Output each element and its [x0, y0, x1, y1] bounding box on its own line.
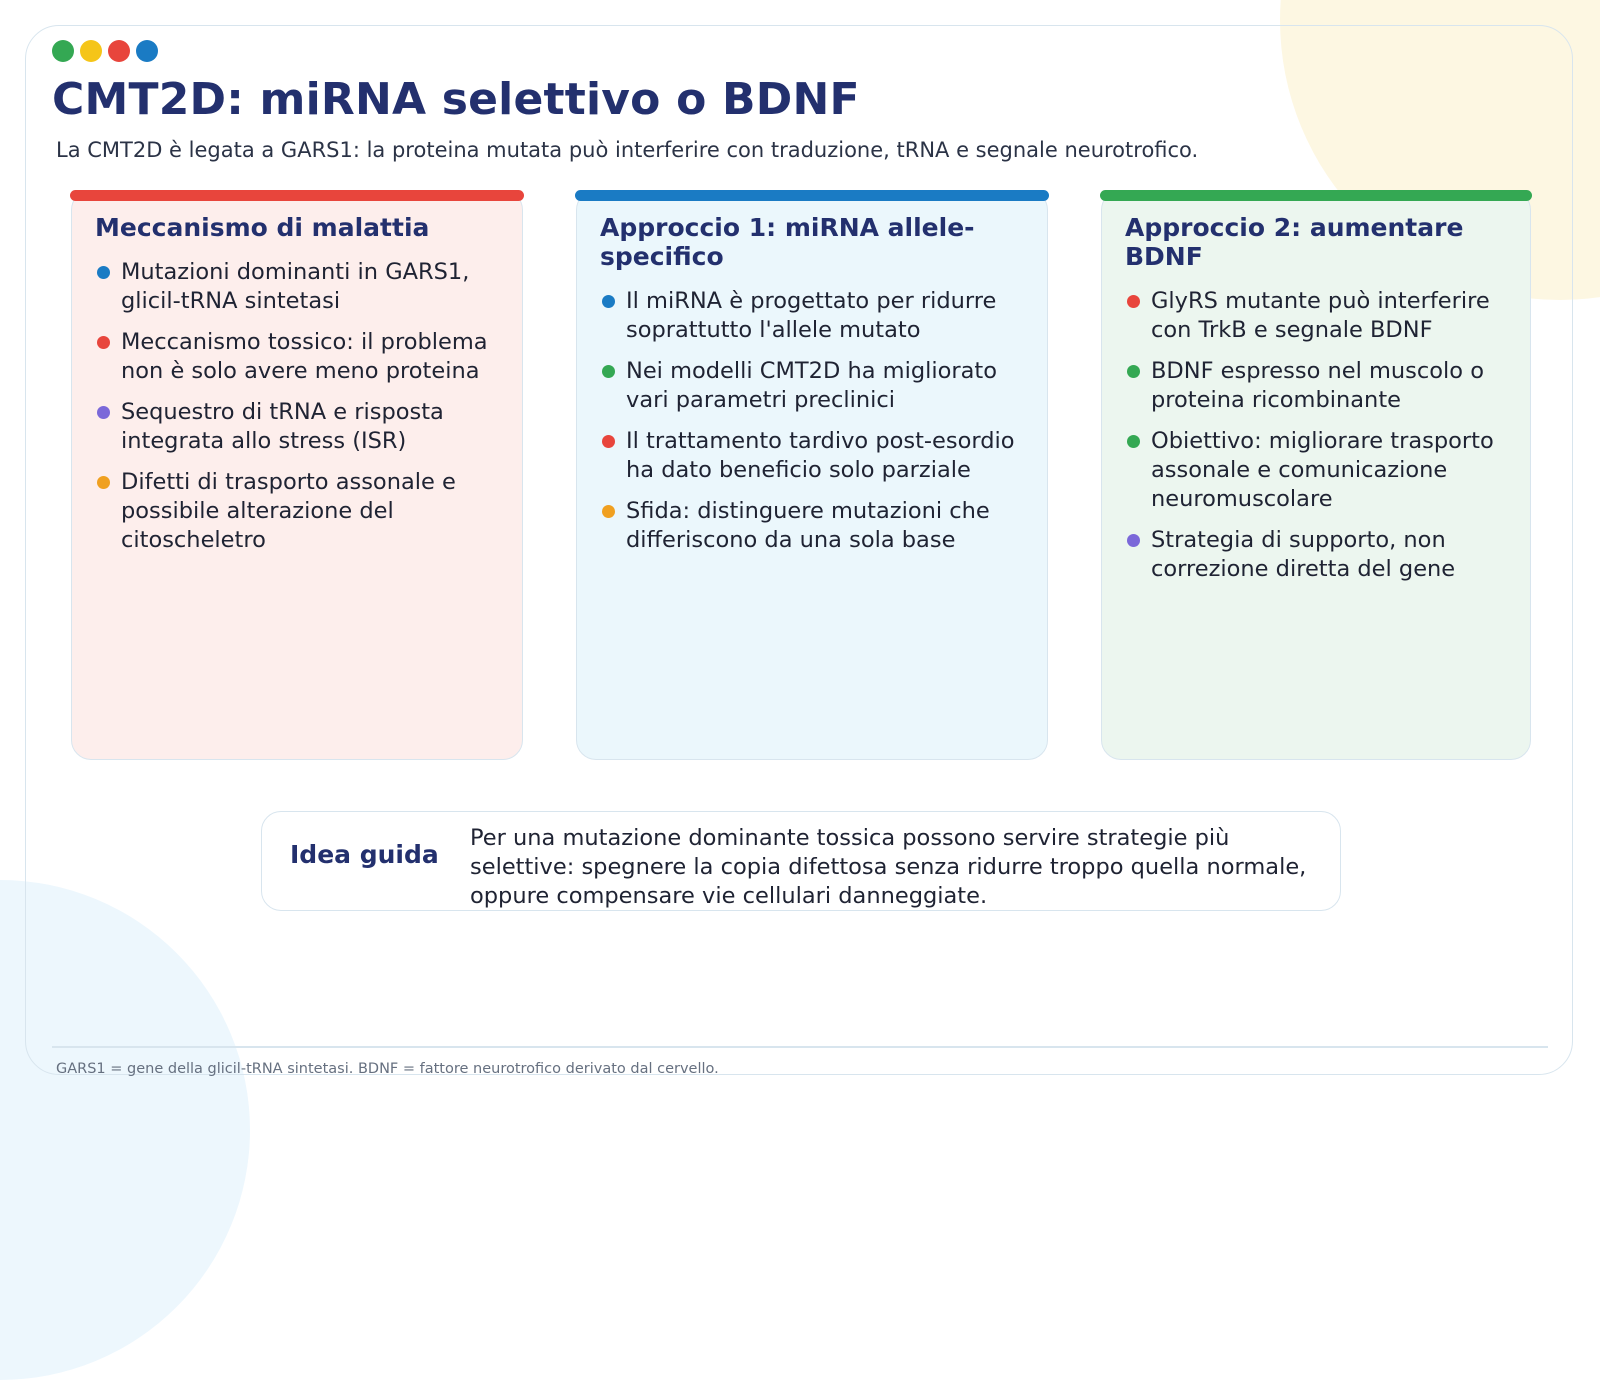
- list-item: Nei modelli CMT2D ha migliorato vari parametri preclinici: [600, 357, 1025, 415]
- card-accent-bar: [575, 190, 1049, 201]
- footer-divider: [52, 1046, 1548, 1048]
- dot-yellow: [80, 40, 102, 62]
- guide-label: Idea guida: [290, 840, 439, 869]
- bullet-icon: [602, 365, 615, 378]
- bullet-icon: [97, 266, 110, 279]
- dot-green: [52, 40, 74, 62]
- list-item: Mutazioni dominanti in GARS1, glicil-tRNA sintetasi: [95, 258, 500, 316]
- list-item: Strategia di supporto, non correzione diretta del gene: [1125, 526, 1508, 584]
- bullet-icon: [1127, 365, 1140, 378]
- dot-blue: [136, 40, 158, 62]
- bullet-icon: [602, 505, 615, 518]
- card-list: [95, 258, 500, 555]
- page-subtitle: La CMT2D è legata a GARS1: la proteina mutata può interferire con traduzione, tRNA e segnale neurotrofico.: [56, 138, 1199, 162]
- bullet-icon: [1127, 534, 1140, 547]
- list-item: Il trattamento tardivo post-esordio ha dato beneficio solo parziale: [600, 427, 1025, 485]
- list-item: GlyRS mutante può interferire con TrkB e segnale BDNF: [1125, 287, 1508, 345]
- card-title: Meccanismo di malattia: [95, 213, 430, 242]
- list-item: Meccanismo tossico: il problema non è solo avere meno proteina: [95, 328, 500, 386]
- bullet-icon: [1127, 295, 1140, 308]
- card-list: [1125, 287, 1508, 584]
- bullet-icon: [97, 336, 110, 349]
- bullet-icon: [97, 406, 110, 419]
- guide-box: [261, 811, 1341, 911]
- guide-text: Per una mutazione dominante tossica possono servire strategie più selettive: spegnere la copia difettosa senza ridurre troppo quella normale, oppure compensare vie cellulari danneggiate.: [470, 825, 1307, 909]
- list-item: Sequestro di tRNA e risposta integrata allo stress (ISR): [95, 398, 500, 456]
- bullet-icon: [1127, 435, 1140, 448]
- card-approach-mirna: [576, 190, 1048, 760]
- bullet-icon: [602, 295, 615, 308]
- list-item: Il miRNA è progettato per ridurre soprattutto l'allele mutato: [600, 287, 1025, 345]
- page-title: CMT2D: miRNA selettivo o BDNF: [52, 74, 860, 125]
- card-mechanism: [71, 190, 523, 760]
- list-item: BDNF espresso nel muscolo o proteina ricombinante: [1125, 357, 1508, 415]
- card-accent-bar: [70, 190, 524, 201]
- dot-red: [108, 40, 130, 62]
- list-item: Obiettivo: migliorare trasporto assonale e comunicazione neuromuscolare: [1125, 427, 1508, 514]
- bullet-icon: [602, 435, 615, 448]
- card-approach-bdnf: [1101, 190, 1531, 760]
- bullet-icon: [97, 476, 110, 489]
- card-list: [600, 287, 1025, 555]
- card-accent-bar: [1100, 190, 1532, 201]
- list-item: Difetti di trasporto assonale e possibile alterazione del citoscheletro: [95, 468, 500, 555]
- color-dots: [52, 40, 158, 62]
- card-title: Approccio 2: aumentare BDNF: [1125, 213, 1464, 271]
- card-title: Approccio 1: miRNA allele-specifico: [600, 213, 975, 271]
- list-item: Sfida: distinguere mutazioni che differiscono da una sola base: [600, 497, 1025, 555]
- footnote: GARS1 = gene della glicil-tRNA sintetasi. BDNF = fattore neurotrofico derivato dal cervello.: [56, 1061, 719, 1077]
